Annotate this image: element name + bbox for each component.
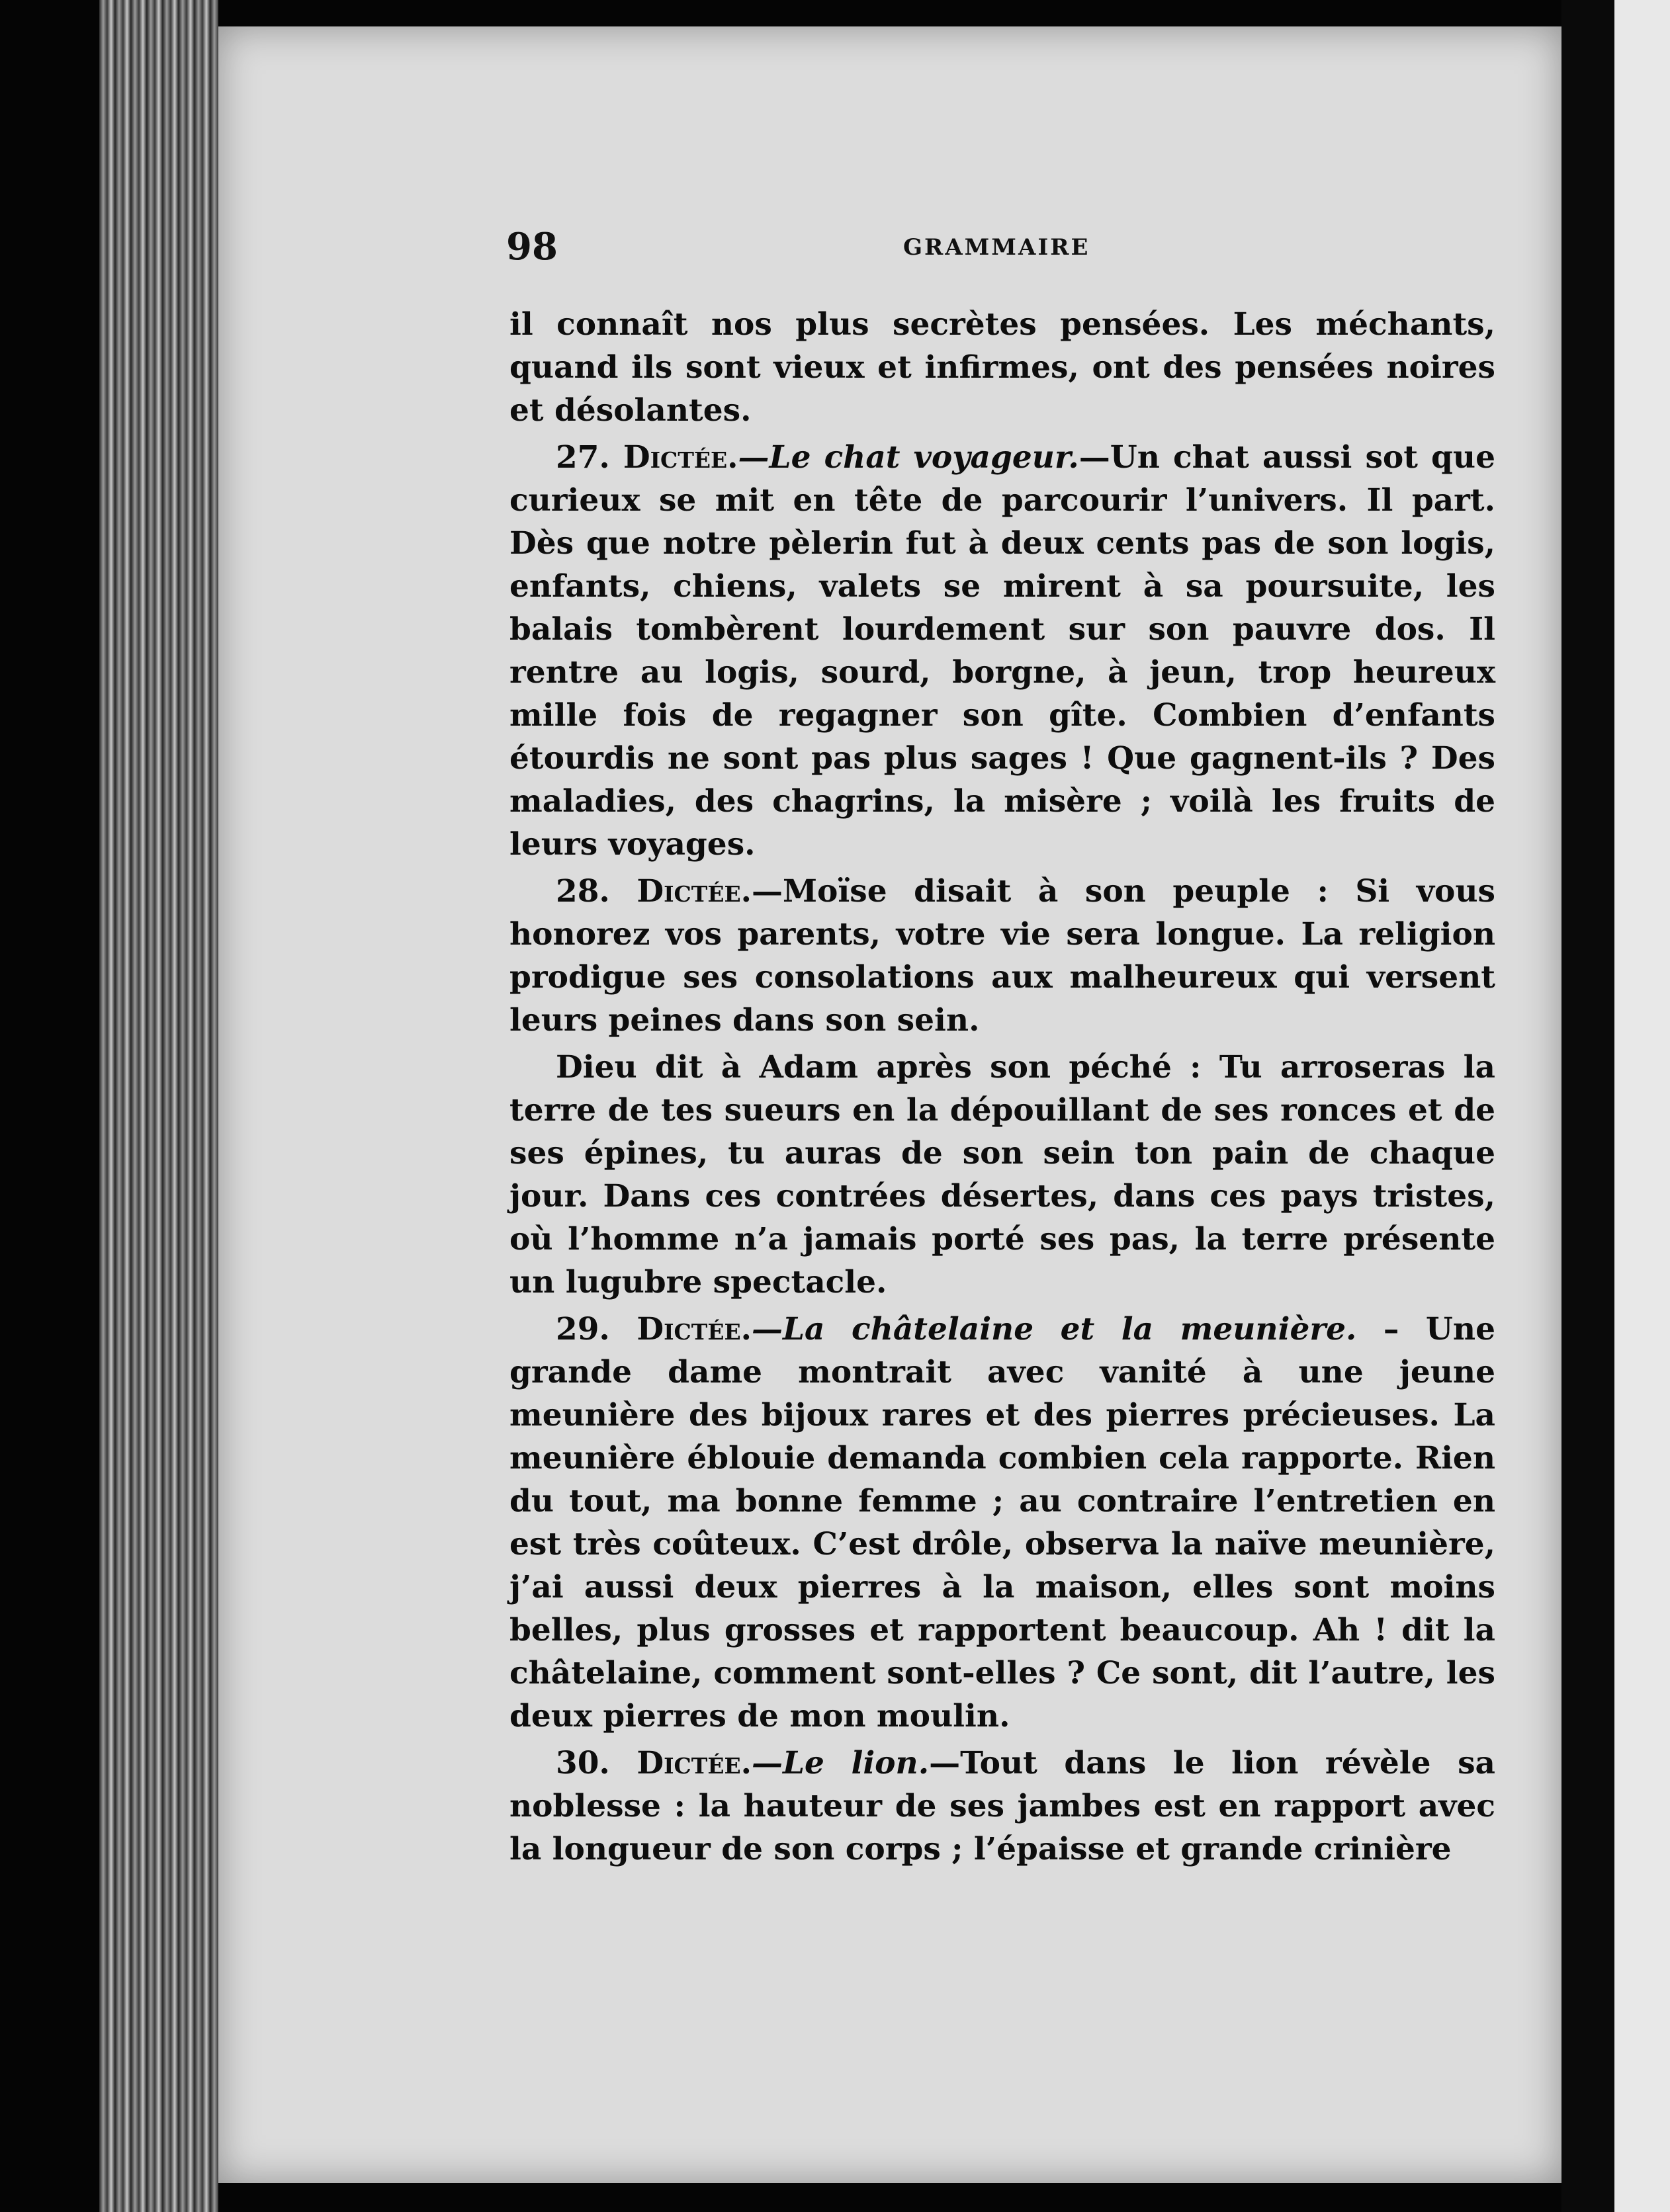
page-number: 98 — [506, 225, 558, 269]
paragraph-text: il connaît nos plus secrètes pensées. Les méchants, quand ils sont vieux et infirmes, ont des pensées noires et désolantes. — [509, 306, 1495, 429]
text-block — [509, 303, 1495, 1875]
gutter-shadow — [1561, 0, 1614, 2212]
dictation-label: Dictée. — [637, 1311, 752, 1347]
dictation-30 — [509, 1742, 1495, 1871]
page-stack-edges — [99, 0, 218, 2212]
running-head: GRAMMAIRE — [903, 234, 1090, 261]
paragraph-continuation — [509, 303, 1495, 432]
dictation-28 — [509, 870, 1495, 1042]
dictation-label: Dictée. — [637, 1745, 752, 1781]
dictation-number: 27. — [556, 439, 610, 476]
dictation-28-continued — [509, 1046, 1495, 1304]
paragraph-text: —Moïse disait à son peuple : Si vous honorez vos parents, votre vie sera longue. La religion prodigue ses consolations aux malheureux qui versent leurs peines dans son sein. — [509, 873, 1495, 1039]
dictation-number: 29. — [556, 1311, 610, 1347]
dictation-number: 28. — [556, 873, 610, 910]
paragraph-text: – Une grande dame montrait avec vanité à une jeune meunière des bijoux rares et des pierres précieuses. La meunière éblouie demanda combien cela rapporte. Rien du tout, ma bonne femme ; au contraire l’entretien en est très coûteux. C’est drôle, observa la naïve meunière, j’ai aussi deux pierres à la maison, elles sont moins belles, plus grosses et rapportent beaucoup. Ah ! dit la châtelaine, comment sont-elles ? Ce sont, dit l’autre, les deux pierres de mon moulin. — [509, 1311, 1495, 1734]
dictation-title: —Le lion. — [752, 1745, 930, 1781]
dictation-title: —Le chat voyageur. — [738, 439, 1079, 476]
adjacent-page-edge — [1614, 0, 1670, 2212]
paragraph-text: —Tout dans le lion révèle sa noblesse : la hauteur de ses jambes est en rapport avec la longueur de son corps ; l’épaisse et grande crinière — [509, 1745, 1496, 1867]
dictation-label: Dictée. — [623, 439, 738, 476]
dictation-27 — [509, 436, 1495, 866]
paragraph-text: Dieu dit à Adam après son péché : Tu arroseras la terre de tes sueurs en la dépouillant de ses ronces et de ses épines, tu auras de son sein ton pain de chaque jour. Dans ces contrées désertes, dans ces pays tristes, où l’homme n’a jamais porté ses pas, la terre présente un lugubre spectacle. — [509, 1049, 1495, 1300]
dictation-29 — [509, 1308, 1495, 1738]
paragraph-text: —Un chat aussi sot que curieux se mit en tête de parcourir l’univers. Il part. Dès que notre pèlerin fut à deux cents pas de son logis, enfants, chiens, valets se mirent à sa poursuite, les balais tombèrent lourdement sur son pauvre dos. Il rentre au logis, sourd, borgne, à jeun, trop heureux mille fois de regagner son gîte. Combien d’enfants étourdis ne sont pas plus sages ! Que gagnent-ils ? Des maladies, des chagrins, la misère ; voilà les fruits de leurs voyages. — [509, 439, 1495, 863]
page-header — [506, 225, 1393, 278]
dictation-label: Dictée. — [637, 873, 752, 910]
dictation-title: —La châtelaine et la meunière. — [752, 1311, 1357, 1347]
dictation-number: 30. — [556, 1745, 610, 1781]
